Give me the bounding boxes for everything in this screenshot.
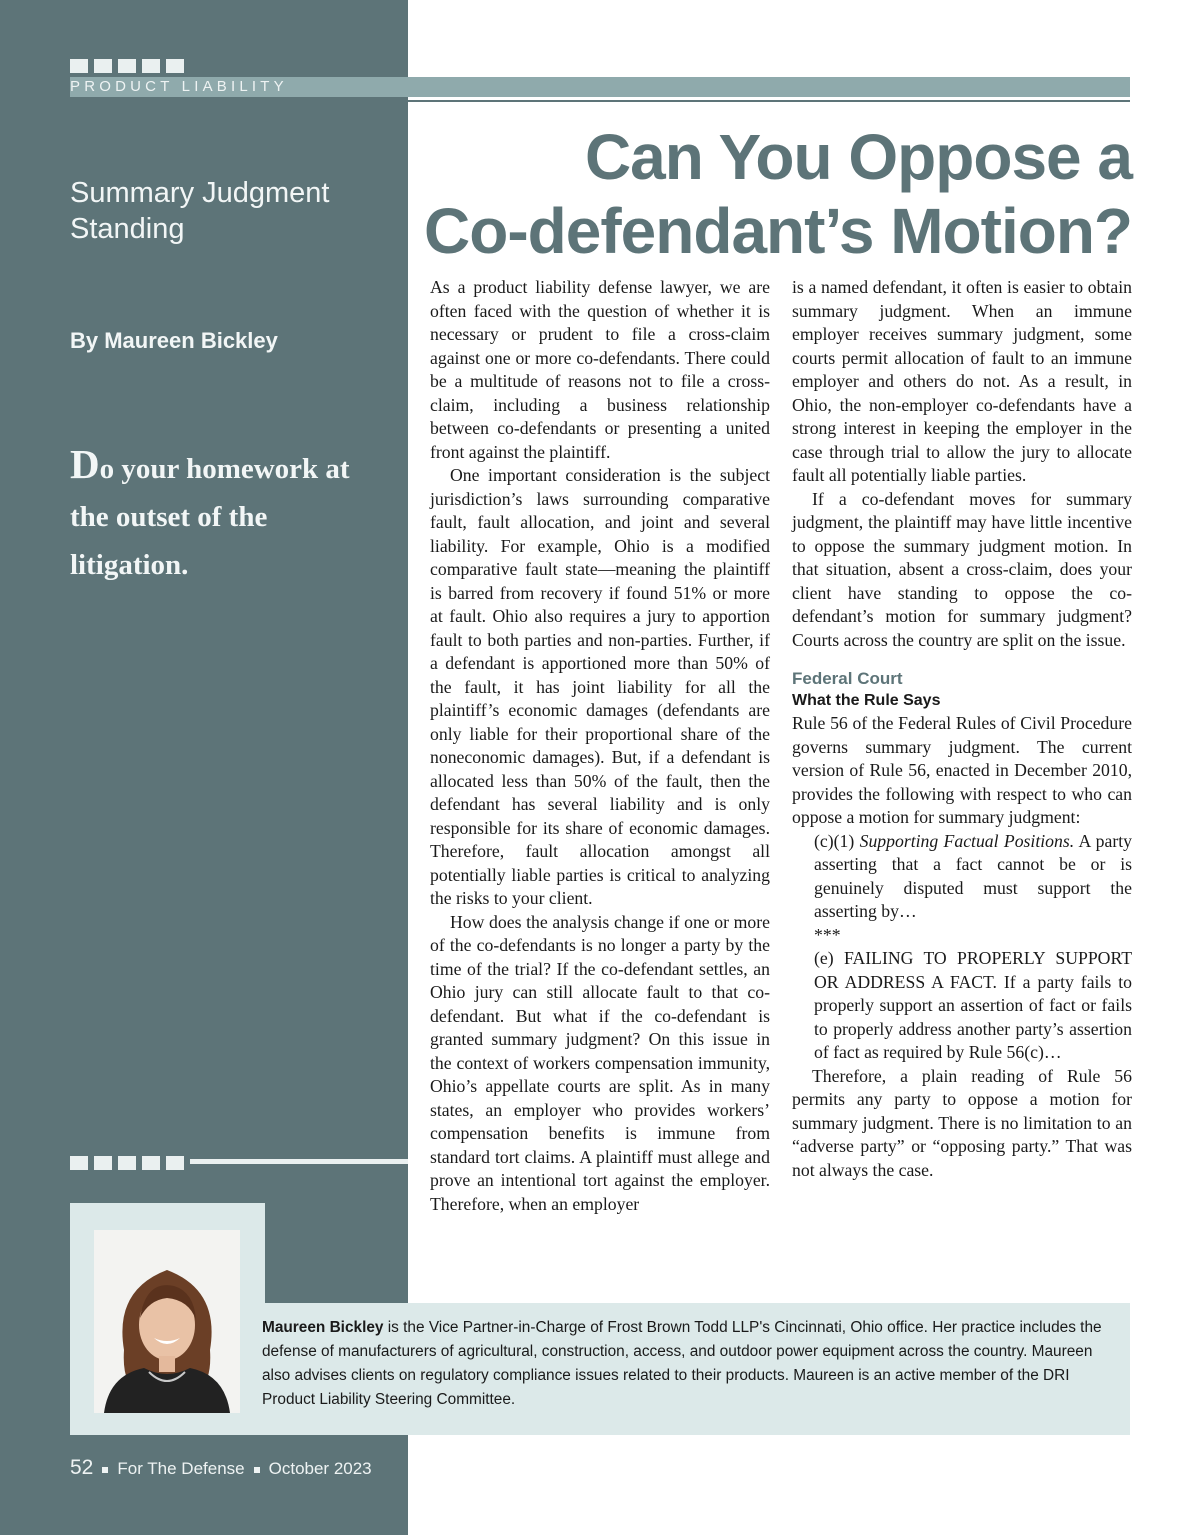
title-line-2: Co-defendant’s Motion? <box>424 195 1132 267</box>
body-column-2 <box>792 276 1132 1182</box>
author-photo <box>94 1230 240 1413</box>
quote-italic: Supporting Factual Positions. <box>859 830 1075 851</box>
drop-cap: D <box>70 441 100 487</box>
body-column-1 <box>430 276 770 1216</box>
title-line-1: Can You Oppose a <box>584 121 1132 193</box>
author-bio-description: is the Vice Partner-in-Charge of Frost Brown Todd LLP's Cincinnati, Ohio office. Her practice includes the defense of manufacturers of agricultural, construction, access, and outdoor power equipment across the country. Maureen also advises clients on regulatory compliance issues related to their products. Maureen is an active member of the DRI Product Liability Steering Committee. <box>262 1319 1102 1408</box>
quote-rest: A party asserting that a fact cannot be or is genuinely disputed must support the asserting by… <box>814 830 1132 921</box>
paragraph: is a named defendant, it often is easier to obtain summary judgment. When an immune employer receives summary judgment, some courts permit allocation of fault to an immune employer and others do not. As a result, in Ohio, the non-employer co-defendants have a strong interest in keeping the employer in the case through trial to allow the jury to allocate fault all potentially liable parties. <box>792 277 1132 485</box>
decorative-squares-bottom <box>70 1156 184 1170</box>
paragraph: As a product liability defense lawyer, we are often faced with the question of whether it is necessary or prudent to file a cross-claim against one or more co-defendants. There could be a multitude of reasons not to file a cross-claim, including a business relationship between co-defendants or presenting a united front against the plaintiff. <box>430 277 770 462</box>
quote-lead: (c)(1) <box>814 830 860 851</box>
author-name: Maureen Bickley <box>262 1319 384 1336</box>
header-rule <box>408 100 1130 102</box>
paragraph: If a co-defendant moves for summary judgment, the plaintiff may have little incentive to oppose the summary judgment motion. In that situation, absent a cross-claim, does your client have standing to oppose the co-defendant’s motion for summary judgment? Courts across the country are split on the issue. <box>792 488 1132 650</box>
page-footer <box>70 1456 372 1480</box>
decorative-rule <box>190 1159 408 1164</box>
rule-quote-1 <box>814 830 1132 924</box>
page-number: 52 <box>70 1456 94 1479</box>
section-label: PRODUCT LIABILITY <box>70 78 288 95</box>
pull-quote-text: o your homework at the outset of the litigation. <box>70 453 350 581</box>
paragraph: Rule 56 of the Federal Rules of Civil Procedure governs summary judgment. The current version of Rule 56, enacted in December 2010, provides the following with respect to who can oppose a motion for summary judgment: <box>792 713 1132 827</box>
quote-separator: *** <box>814 924 841 945</box>
subsection-heading: What the Rule Says <box>792 692 941 709</box>
paragraph: How does the analysis change if one or more of the co-defendants is no longer a party by the time of the trial? If the co-defendant settles, an Ohio jury can still allocate fault to that co-defendant. But what if the co-defendant is granted summary judgment? On this issue in the context of workers compensation immunity, Ohio’s appellate courts are split. As in many states, an employer who provides workers’ compensation benefits is immune from standard tort claims. A plaintiff must allege and prove an intentional tort against the employer. Therefore, when an employer <box>430 911 770 1214</box>
pull-quote <box>70 440 390 589</box>
byline: By Maureen Bickley <box>70 328 278 353</box>
section-heading: Federal Court <box>792 669 903 688</box>
author-bio-text <box>262 1316 1114 1412</box>
paragraph: Therefore, a plain reading of Rule 56 permits any party to oppose a motion for summary judgment. There is no limitation to an “adverse party” or “opposing party.” That was not always the case. <box>792 1065 1132 1180</box>
paragraph: One important consideration is the subject jurisdiction’s laws surrounding comparative fault, fault allocation, and joint and several liability. For example, Ohio is a modified comparative fault state—meaning the plaintiff is barred from recovery if found 51% or more at fault. Ohio also requires a jury to apportion fault to both parties and non-parties. Further, if a defendant is apportioned more than 50% of the fault, it has joint liability for all the plaintiff’s economic damages (defendants are only liable for their proportional share of the noneconomic damages). But, if a defendant is allocated less than 50% of the fault, then the defendant has several liability and is only responsible for its share of economic damages. Therefore, fault allocation amongst all potentially liable parties is critical to analyzing the risks to your client. <box>430 465 770 908</box>
decorative-squares-top <box>70 59 184 73</box>
rule-quote-2: (e) FAILING TO PROPERLY SUPPORT OR ADDRESS A FACT. If a party fails to properly support an assertion of fact or fails to properly address another party’s assertion of fact as required by Rule 56(c)… <box>814 948 1132 1062</box>
kicker-topic: Summary Judgment Standing <box>70 177 330 245</box>
article-title <box>420 120 1132 268</box>
issue-date: October 2023 <box>268 1459 372 1478</box>
publication-name: For The Defense <box>117 1459 245 1478</box>
